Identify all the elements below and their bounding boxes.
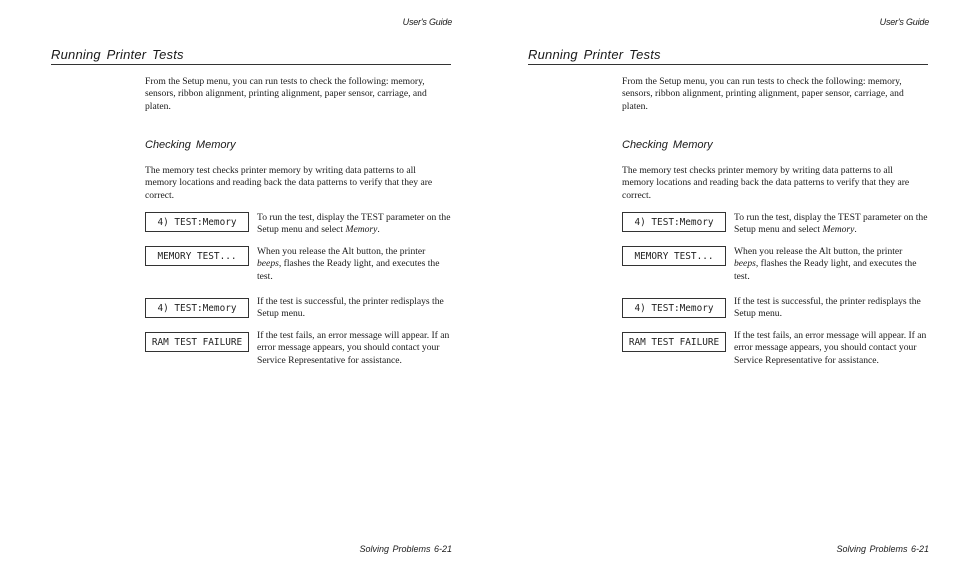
lcd-display: MEMORY TEST... [622,246,726,266]
page-footer: Solving Problems 6-21 [359,544,452,554]
step-description [257,296,452,321]
step-text: To run the test, display the TEST parameter on the Setup menu and select [257,212,451,236]
lcd-display: MEMORY TEST... [145,246,249,266]
step-text-end: . [854,224,857,236]
step-description [257,212,452,237]
lcd-display: 4) TEST:Memory [622,212,726,232]
step-text-end: . [377,224,380,236]
step-emphasis: beeps [734,258,756,270]
step-description [734,330,929,367]
step-text: If the test fails, an error message will appear. If an error message appears, you should contact your Service Representative for assistance. [734,330,927,366]
section-title: Running Printer Tests [528,47,661,62]
step-text: If the test is successful, the printer redisplays the Setup menu. [257,296,444,320]
step-emphasis: beeps [257,258,279,270]
step-text: To run the test, display the TEST parameter on the Setup menu and select [734,212,928,236]
body-paragraph: The memory test checks printer memory by writing data patterns to all memory locations and reading back the data patterns to verify that they are correct. [622,165,910,201]
lcd-display: RAM TEST FAILURE [145,332,249,352]
right-page [477,0,954,580]
running-header: User's Guide [402,17,452,27]
subheading: Checking Memory [622,139,713,151]
step-text: If the test is successful, the printer redisplays the Setup menu. [734,296,921,320]
step-emphasis: Memory [345,224,378,236]
page-footer: Solving Problems 6-21 [836,544,929,554]
step-text: When you release the Alt button, the printer [734,246,903,257]
lcd-display: 4) TEST:Memory [145,212,249,232]
step-emphasis: Memory [822,224,855,236]
lcd-display: RAM TEST FAILURE [622,332,726,352]
step-description [734,212,929,237]
running-header: User's Guide [879,17,929,27]
step-text-end: , flashes the Ready light, and executes the test. [734,258,917,282]
subheading: Checking Memory [145,139,236,151]
step-text-end: , flashes the Ready light, and executes the test. [257,258,440,282]
step-description [734,296,929,321]
step-description [257,330,452,367]
title-rule [51,64,451,65]
lcd-display: 4) TEST:Memory [622,298,726,318]
step-description [734,246,929,283]
intro-paragraph: From the Setup menu, you can run tests to check the following: memory, sensors, ribbon alignment, printing alignment, paper sensor, carriage, and platen. [622,76,904,112]
title-rule [528,64,928,65]
intro-paragraph: From the Setup menu, you can run tests to check the following: memory, sensors, ribbon alignment, printing alignment, paper sensor, carriage, and platen. [145,76,427,112]
section-title: Running Printer Tests [51,47,184,62]
lcd-display: 4) TEST:Memory [145,298,249,318]
body-paragraph: The memory test checks printer memory by writing data patterns to all memory locations and reading back the data patterns to verify that they are correct. [145,165,433,201]
step-text: If the test fails, an error message will appear. If an error message appears, you should contact your Service Representative for assistance. [257,330,450,366]
step-description [257,246,452,283]
step-text: When you release the Alt button, the printer [257,246,426,257]
